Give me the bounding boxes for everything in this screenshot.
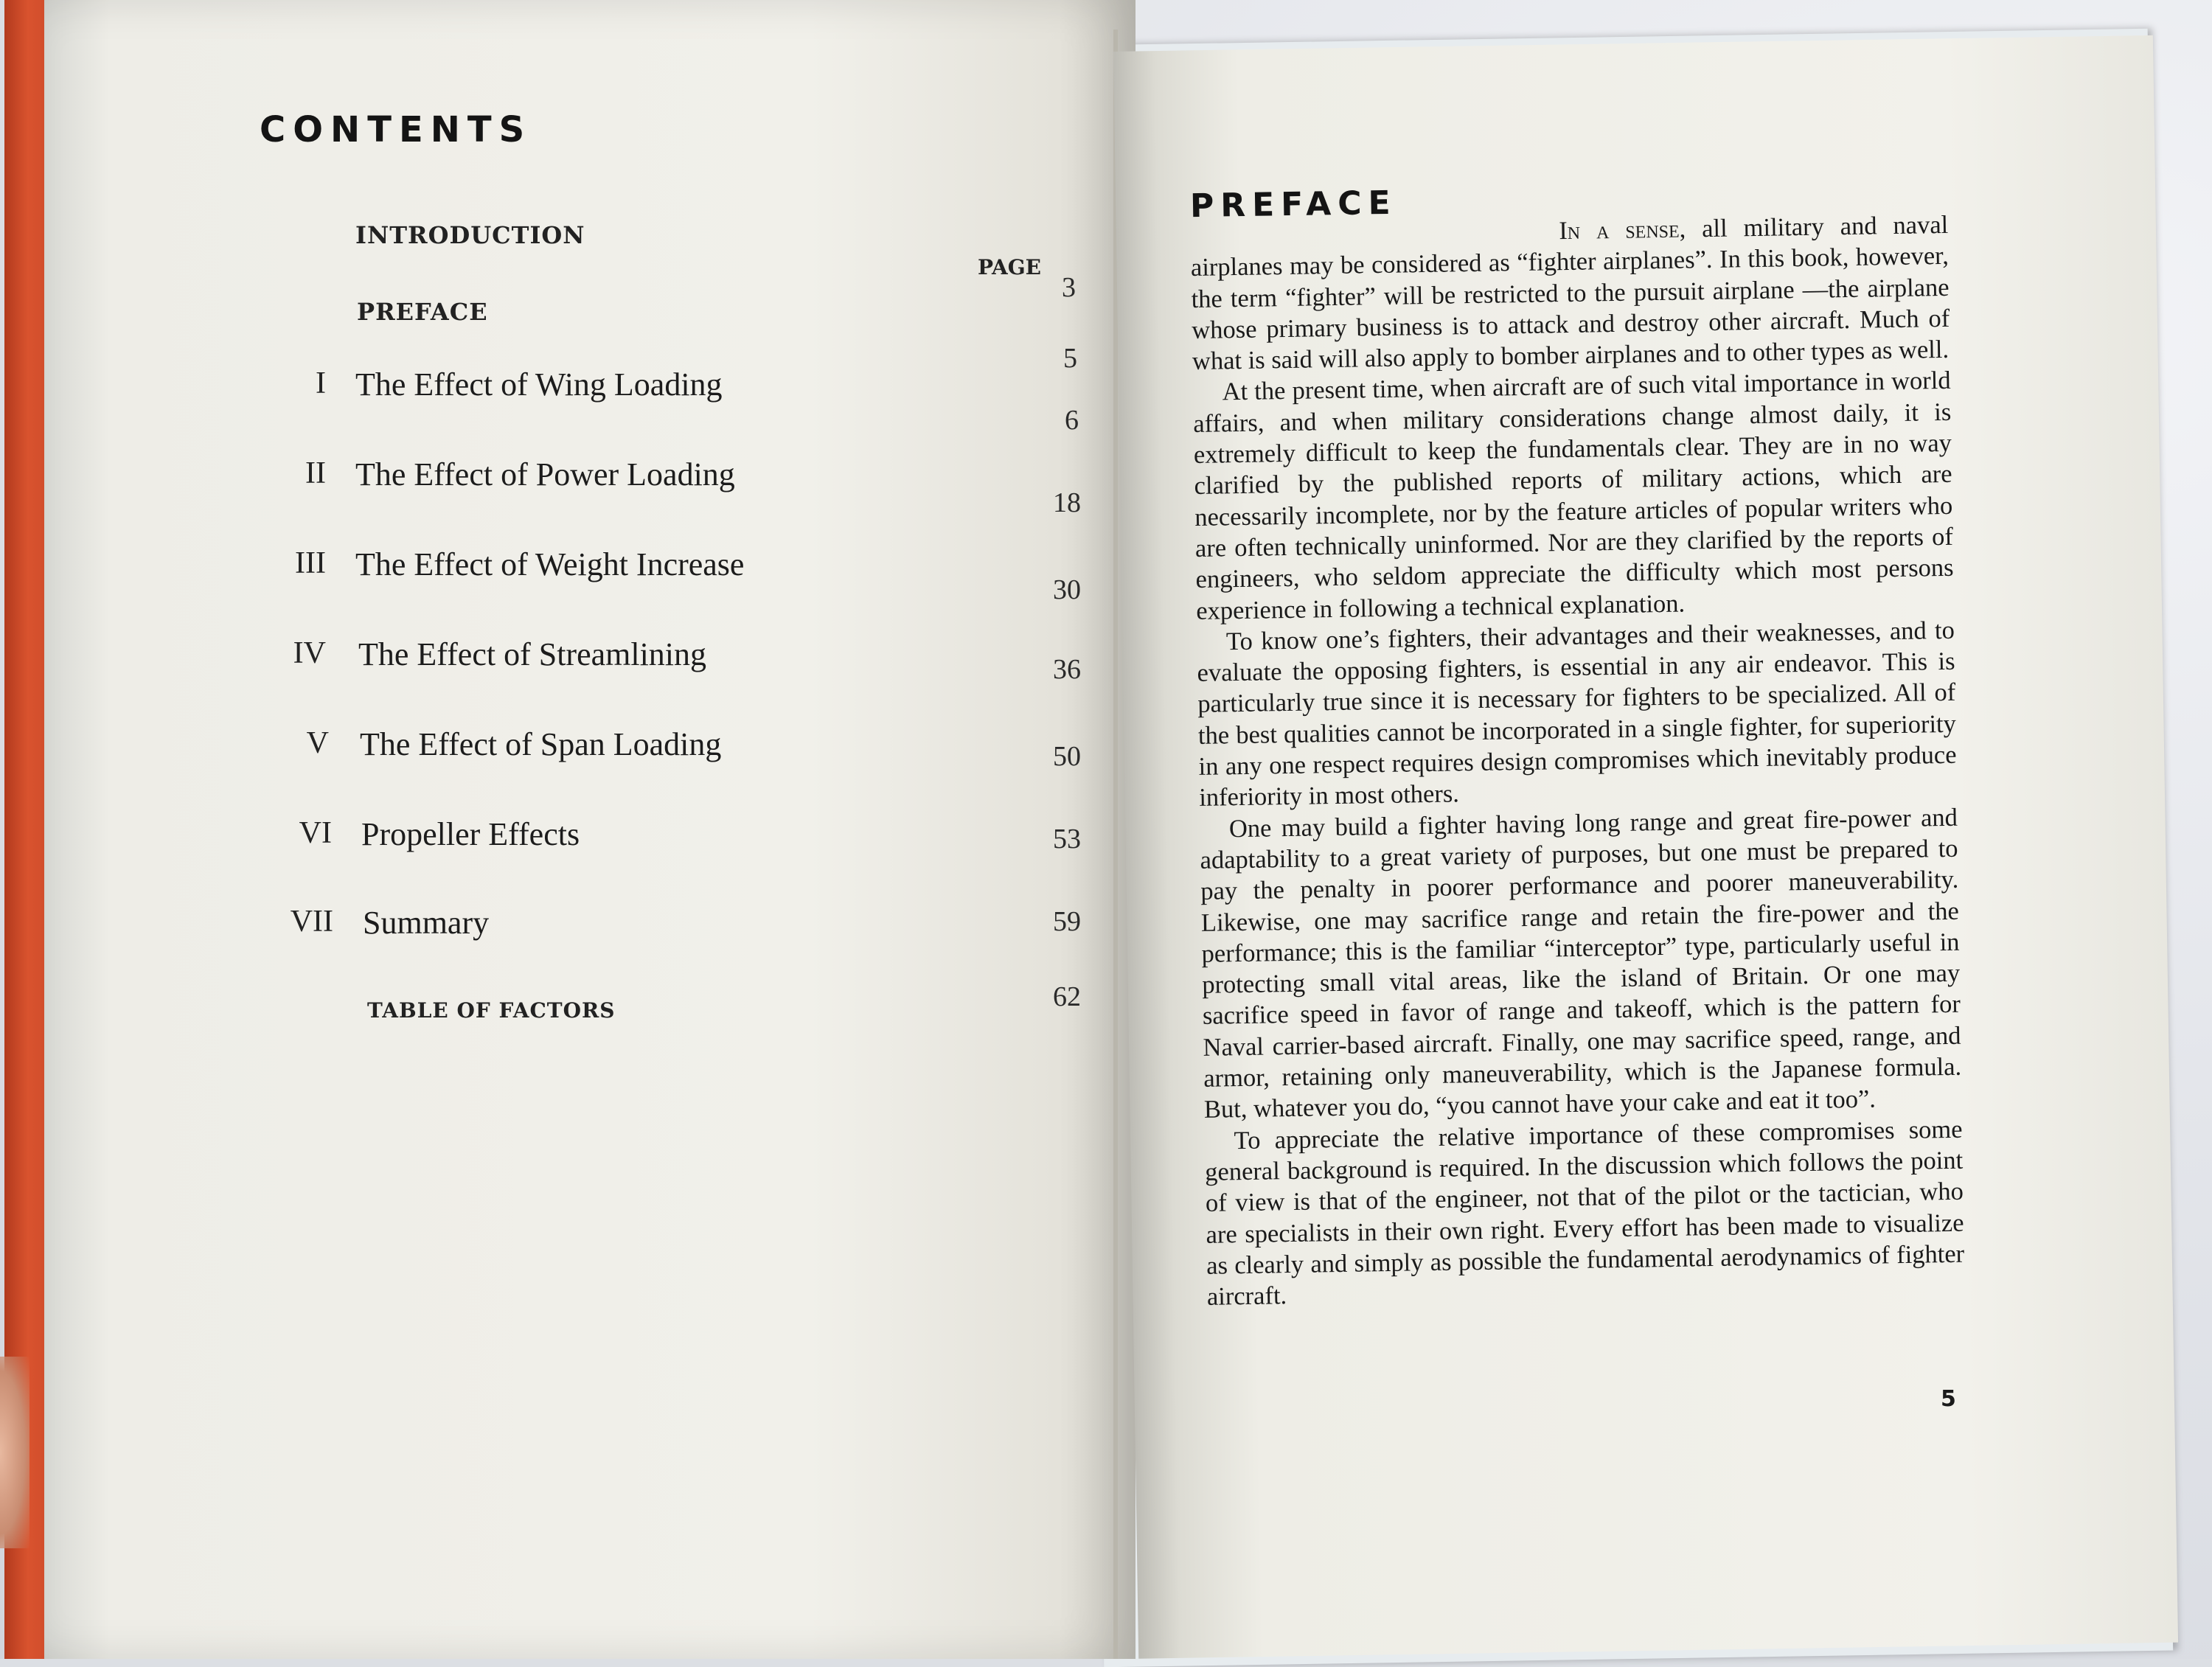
chapter-number: II <box>305 456 326 490</box>
chapter-title: The Effect of Weight Increase <box>355 546 745 582</box>
chapter-title: Propeller Effects <box>361 816 580 852</box>
preface-heading: PREFACE <box>1189 184 1397 226</box>
page-number: 5 <box>1941 1386 1956 1412</box>
chapter-title: Summary <box>363 905 490 941</box>
toc-page-introduction: 3 <box>1062 272 1076 303</box>
chapter-number: VI <box>299 816 332 850</box>
chapter-number: III <box>295 546 326 580</box>
chapter-page: 18 <box>1053 487 1081 518</box>
chapter-number: V <box>306 726 329 760</box>
chapter-number: I <box>316 366 326 400</box>
chapter-page: 36 <box>1053 654 1081 685</box>
thumb <box>0 1357 29 1548</box>
chapter-page: 59 <box>1053 906 1081 937</box>
chapter-page: 6 <box>1065 405 1079 436</box>
page-column-label: PAGE <box>978 255 1041 279</box>
chapter-page: 50 <box>1053 741 1081 772</box>
chapter-page: 30 <box>1053 574 1081 605</box>
toc-entry-preface: PREFACE <box>357 298 488 326</box>
lead-in-small-caps: In a sense, <box>1558 215 1686 246</box>
preface-paragraph: At the present time, when aircraft are of such vital importance in world affairs, and when military considerations change almost daily, it is extremely difficult to keep the fundamentals clear. They are in no way clarified by the published reports of military actions, which are necessarily incomplete, nor by the feature articles of popular writers who are often technically uninformed. Nor are they clarified by the reports of engineers, who seldom appreciate the difficulty which most persons experience in following a technical explanation. <box>1193 366 1954 625</box>
preface-body <box>1190 209 1965 1312</box>
preface-paragraph: To appreciate the relative importance of these compromises some general background is required. In the discussion which follows the point of view is that of the engineer, not that of the pilot or the tactician, who are specialists in their own right. Every effort has been made to visualize as clearly and simply as possible the fundamental aerodynamics of fighter aircraft. <box>1204 1115 1965 1311</box>
chapter-page: 53 <box>1053 824 1081 855</box>
paragraph-text: all military and naval airplanes may be considered as “fighter airplanes”. In this book, however, the term “fighter” will be restricted to the pursuit airplane —the airplane whose primary business is to attack and destroy other aircraft. Much of what is said will also apply to bomber airplanes and to other types as well. <box>1190 210 1950 376</box>
contents-heading: CONTENTS <box>260 109 532 150</box>
chapter-title: The Effect of Power Loading <box>355 456 735 493</box>
left-page <box>44 0 1135 1659</box>
toc-page-preface: 5 <box>1063 343 1077 374</box>
chapter-number: IV <box>293 636 326 670</box>
chapter-title: The Effect of Streamlining <box>358 636 707 672</box>
preface-paragraph: One may build a fighter having long range and great fire-power and adaptability to a great variety of purposes, but one must be prepared to pay the penalty in poorer performance and poorer maneuverability. Likewise, one may sacrifice range and retain the fire-power and the performance; this is the familiar “interceptor” type, particularly useful in protecting small vital areas, like the island of Britain. Or one may sacrifice speed in favor of range and takeoff, which is the pattern for Naval carrier-based aircraft. Finally, one may sacrifice speed, range, and armor, retaining only maneuverability, which is the Japanese formula. But, whatever you do, “you cannot have your cake and eat it too”. <box>1200 803 1962 1124</box>
chapter-number: VII <box>290 905 333 939</box>
preface-paragraph: To know one’s fighters, their advantages and their weaknesses, and to evaluate the opposing fighters, is essential in any air endeavor. This is particularly true since it is necessary for fighters to be specialized. All of the best qualities cannot be incorporated in a single fighter, for superiority in any one respect requires design compromises which inevitably produce inferiority in most others. <box>1197 616 1957 812</box>
toc-entry-introduction: INTRODUCTION <box>355 221 585 249</box>
toc-entry-table-of-factors: TABLE OF FACTORS <box>367 998 616 1023</box>
preface-paragraph <box>1190 209 1950 377</box>
chapter-title: The Effect of Span Loading <box>360 726 722 762</box>
toc-page-table-of-factors: 62 <box>1053 981 1081 1012</box>
chapter-title: The Effect of Wing Loading <box>355 366 723 403</box>
